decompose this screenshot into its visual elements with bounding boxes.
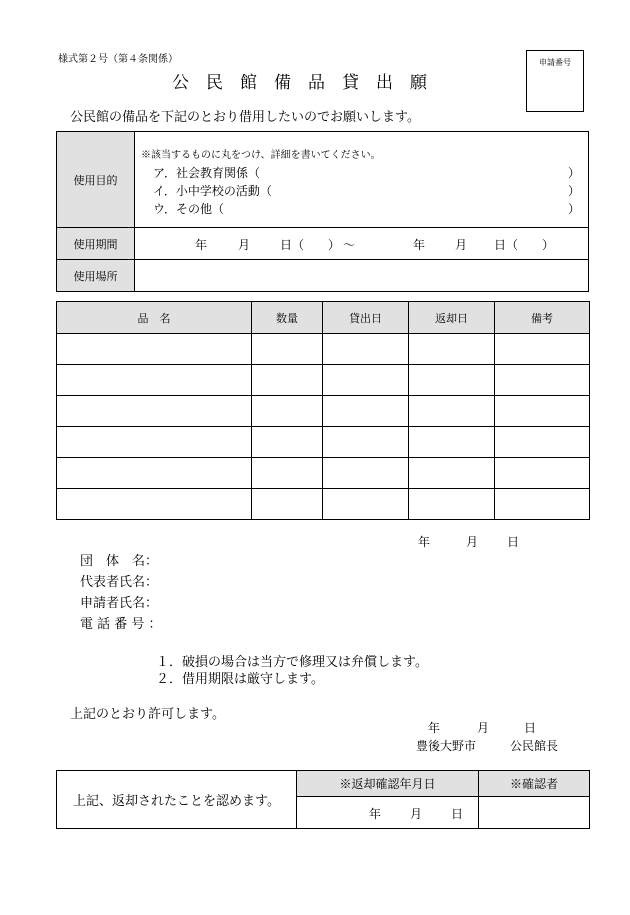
confirmer-field[interactable]: [479, 797, 590, 829]
director-title: 公民館長: [510, 739, 559, 753]
remarks-cell[interactable]: [495, 427, 590, 458]
header-item-name: 品 名: [57, 302, 252, 334]
return-day: 日: [451, 807, 464, 821]
form-title: 公民館備品貸出願: [172, 73, 444, 93]
return-date-cell[interactable]: [409, 365, 495, 396]
table-row: [57, 489, 590, 520]
purpose-field[interactable]: [135, 132, 589, 228]
return-date-cell[interactable]: [409, 489, 495, 520]
rep-name-label: 代表者氏名：: [80, 575, 159, 590]
return-date-cell[interactable]: [409, 396, 495, 427]
purpose-option-social[interactable]: ア．社会教育関係（: [153, 166, 261, 180]
remarks-cell[interactable]: [495, 365, 590, 396]
quantity-cell[interactable]: [252, 396, 323, 427]
permission-day: 日: [524, 721, 537, 735]
table-row: [57, 458, 590, 489]
loan-date-cell[interactable]: [323, 334, 409, 365]
header-return-date: 返却日: [409, 302, 495, 334]
item-name-cell[interactable]: [57, 489, 252, 520]
applicant-name-label: 申請者氏名：: [80, 596, 159, 611]
permission-month: 月: [477, 721, 490, 735]
purpose-note: ※該当するものに丸をつけ、詳細を書いてください。: [141, 150, 381, 161]
city-name: 豊後大野市: [416, 739, 477, 753]
period-start-day: 日（ ）: [280, 238, 341, 252]
quantity-cell[interactable]: [252, 489, 323, 520]
table-row: [57, 334, 590, 365]
period-end-year: 年: [413, 238, 426, 252]
return-date-cell[interactable]: [409, 458, 495, 489]
return-date-cell[interactable]: [409, 334, 495, 365]
item-name-cell[interactable]: [57, 458, 252, 489]
period-end-day: 日（ ）: [494, 238, 555, 252]
period-start-month: 月: [238, 238, 251, 252]
return-table: [56, 770, 590, 829]
place-label: 使用場所: [57, 260, 135, 292]
purpose-label: 使用目的: [57, 132, 135, 228]
return-date-field[interactable]: [297, 797, 479, 829]
item-name-cell[interactable]: [57, 334, 252, 365]
period-end-month: 月: [455, 238, 468, 252]
period-label: 使用期間: [57, 228, 135, 260]
application-date-year: 年: [418, 535, 431, 549]
return-date-header: ※返却確認年月日: [297, 771, 479, 797]
close-paren: ）: [567, 166, 580, 180]
purpose-option-school[interactable]: イ．小中学校の活動（: [153, 184, 272, 198]
remarks-cell[interactable]: [495, 334, 590, 365]
remarks-cell[interactable]: [495, 396, 590, 427]
return-date-cell[interactable]: [409, 427, 495, 458]
return-month: 月: [410, 807, 423, 821]
intro-text: 公民館の備品を下記のとおり借用したいのでお願いします。: [70, 110, 420, 125]
org-name-label: 団 体 名：: [80, 554, 159, 569]
usage-table: [56, 131, 589, 292]
application-number-label: 申請番号: [539, 58, 571, 67]
table-row: [57, 427, 590, 458]
period-tilde: ～: [343, 238, 356, 252]
item-name-cell[interactable]: [57, 396, 252, 427]
item-name-cell[interactable]: [57, 365, 252, 396]
purpose-option-other[interactable]: ウ．その他（: [153, 202, 225, 216]
header-loan-date: 貸出日: [323, 302, 409, 334]
table-row: [57, 365, 590, 396]
permission-text: 上記のとおり許可します。: [70, 707, 225, 722]
close-paren: ）: [567, 202, 580, 216]
item-name-cell[interactable]: [57, 427, 252, 458]
place-field[interactable]: [135, 260, 589, 292]
loan-date-cell[interactable]: [323, 365, 409, 396]
application-date-day: 日: [507, 535, 520, 549]
permission-year: 年: [428, 721, 441, 735]
return-statement: 上記、返却されたことを認めます。: [57, 771, 297, 829]
application-date-month: 月: [466, 535, 479, 549]
note-damage: １．破損の場合は当方で修理又は弁償します。: [156, 655, 428, 670]
return-year: 年: [369, 807, 382, 821]
header-quantity: 数量: [252, 302, 323, 334]
close-paren: ）: [567, 184, 580, 198]
confirmer-header: ※確認者: [479, 771, 590, 797]
period-start-year: 年: [195, 238, 208, 252]
quantity-cell[interactable]: [252, 427, 323, 458]
loan-date-cell[interactable]: [323, 396, 409, 427]
loan-date-cell[interactable]: [323, 427, 409, 458]
table-row: [57, 396, 590, 427]
form-number: 様式第２号（第４条関係）: [58, 54, 178, 65]
header-remarks: 備考: [495, 302, 590, 334]
items-table: [56, 301, 590, 520]
quantity-cell[interactable]: [252, 365, 323, 396]
quantity-cell[interactable]: [252, 458, 323, 489]
quantity-cell[interactable]: [252, 334, 323, 365]
note-deadline: ２．借用期限は厳守します。: [156, 672, 324, 687]
loan-date-cell[interactable]: [323, 489, 409, 520]
remarks-cell[interactable]: [495, 458, 590, 489]
phone-label: 電 話 番 号 ：: [80, 617, 162, 632]
period-field[interactable]: [135, 228, 589, 260]
loan-date-cell[interactable]: [323, 458, 409, 489]
remarks-cell[interactable]: [495, 489, 590, 520]
application-number-box[interactable]: [526, 50, 584, 112]
